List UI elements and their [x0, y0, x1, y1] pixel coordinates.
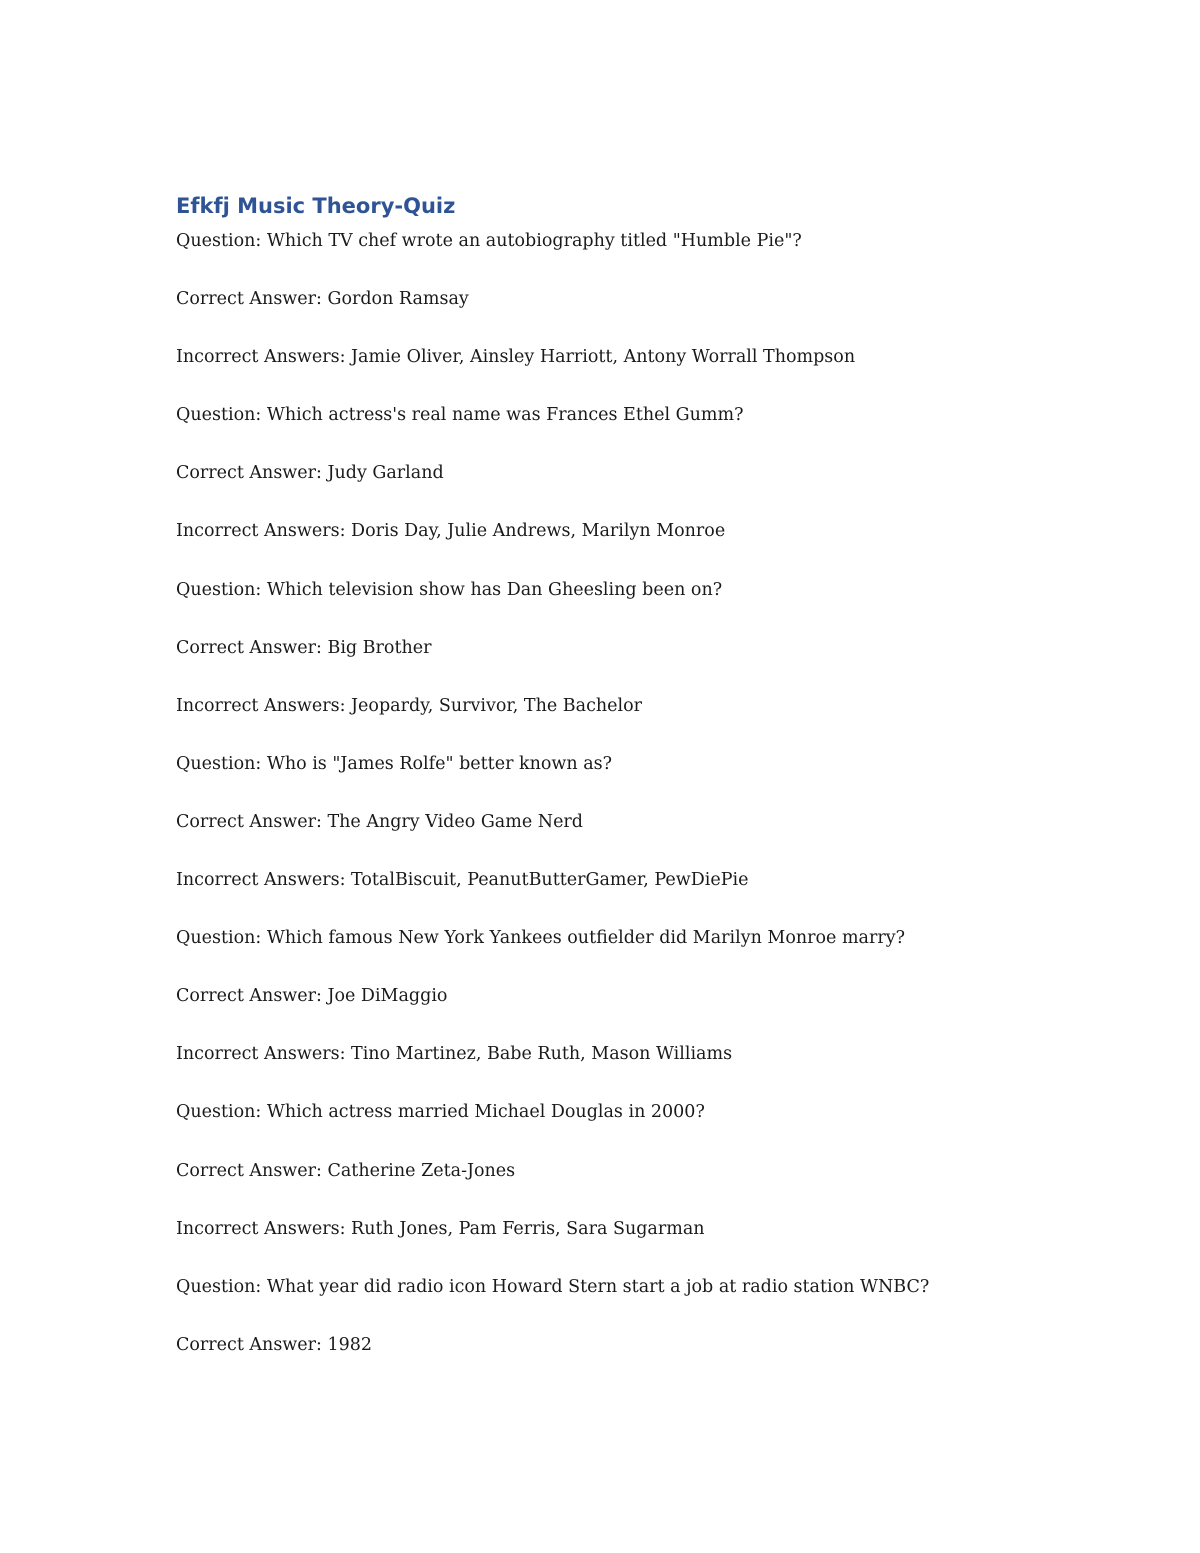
quiz-line-correct-answer: Correct Answer: The Angry Video Game Nerd	[176, 811, 583, 832]
quiz-line-correct-answer: Correct Answer: Big Brother	[176, 637, 432, 658]
quiz-line-correct-answer: Correct Answer: 1982	[176, 1334, 372, 1355]
quiz-line-incorrect-answers: Incorrect Answers: Ruth Jones, Pam Ferris, Sara Sugarman	[176, 1218, 705, 1239]
quiz-line-incorrect-answers: Incorrect Answers: Tino Martinez, Babe Ruth, Mason Williams	[176, 1044, 733, 1065]
quiz-line-incorrect-answers: Incorrect Answers: Jeopardy, Survivor, The Bachelor	[176, 695, 643, 716]
quiz-line-question: Question: What year did radio icon Howard Stern start a job at radio station WNBC?	[176, 1276, 930, 1297]
quiz-text-list	[176, 226, 929, 1388]
quiz-line-correct-answer: Correct Answer: Joe DiMaggio	[176, 986, 448, 1007]
quiz-line-incorrect-answers: Incorrect Answers: TotalBiscuit, PeanutButterGamer, PewDiePie	[176, 870, 749, 891]
quiz-line-question: Question: Who is "James Rolfe" better known as?	[176, 753, 613, 774]
quiz-line-incorrect-answers: Incorrect Answers: Jamie Oliver, Ainsley Harriott, Antony Worrall Thompson	[176, 347, 856, 368]
document-title: Efkfj Music Theory-Quiz	[176, 194, 456, 218]
quiz-line-incorrect-answers: Incorrect Answers: Doris Day, Julie Andrews, Marilyn Monroe	[176, 521, 726, 542]
quiz-line-correct-answer: Correct Answer: Gordon Ramsay	[176, 289, 469, 310]
quiz-line-correct-answer: Correct Answer: Judy Garland	[176, 463, 444, 484]
quiz-line-question: Question: Which actress's real name was Frances Ethel Gumm?	[176, 405, 744, 426]
quiz-line-correct-answer: Correct Answer: Catherine Zeta-Jones	[176, 1160, 516, 1181]
quiz-line-question: Question: Which famous New York Yankees outfielder did Marilyn Monroe marry?	[176, 928, 905, 949]
quiz-line-question: Question: Which actress married Michael Douglas in 2000?	[176, 1102, 705, 1123]
quiz-line-question: Question: Which TV chef wrote an autobiography titled "Humble Pie"?	[176, 231, 802, 251]
quiz-line-question: Question: Which television show has Dan Gheesling been on?	[176, 579, 723, 600]
